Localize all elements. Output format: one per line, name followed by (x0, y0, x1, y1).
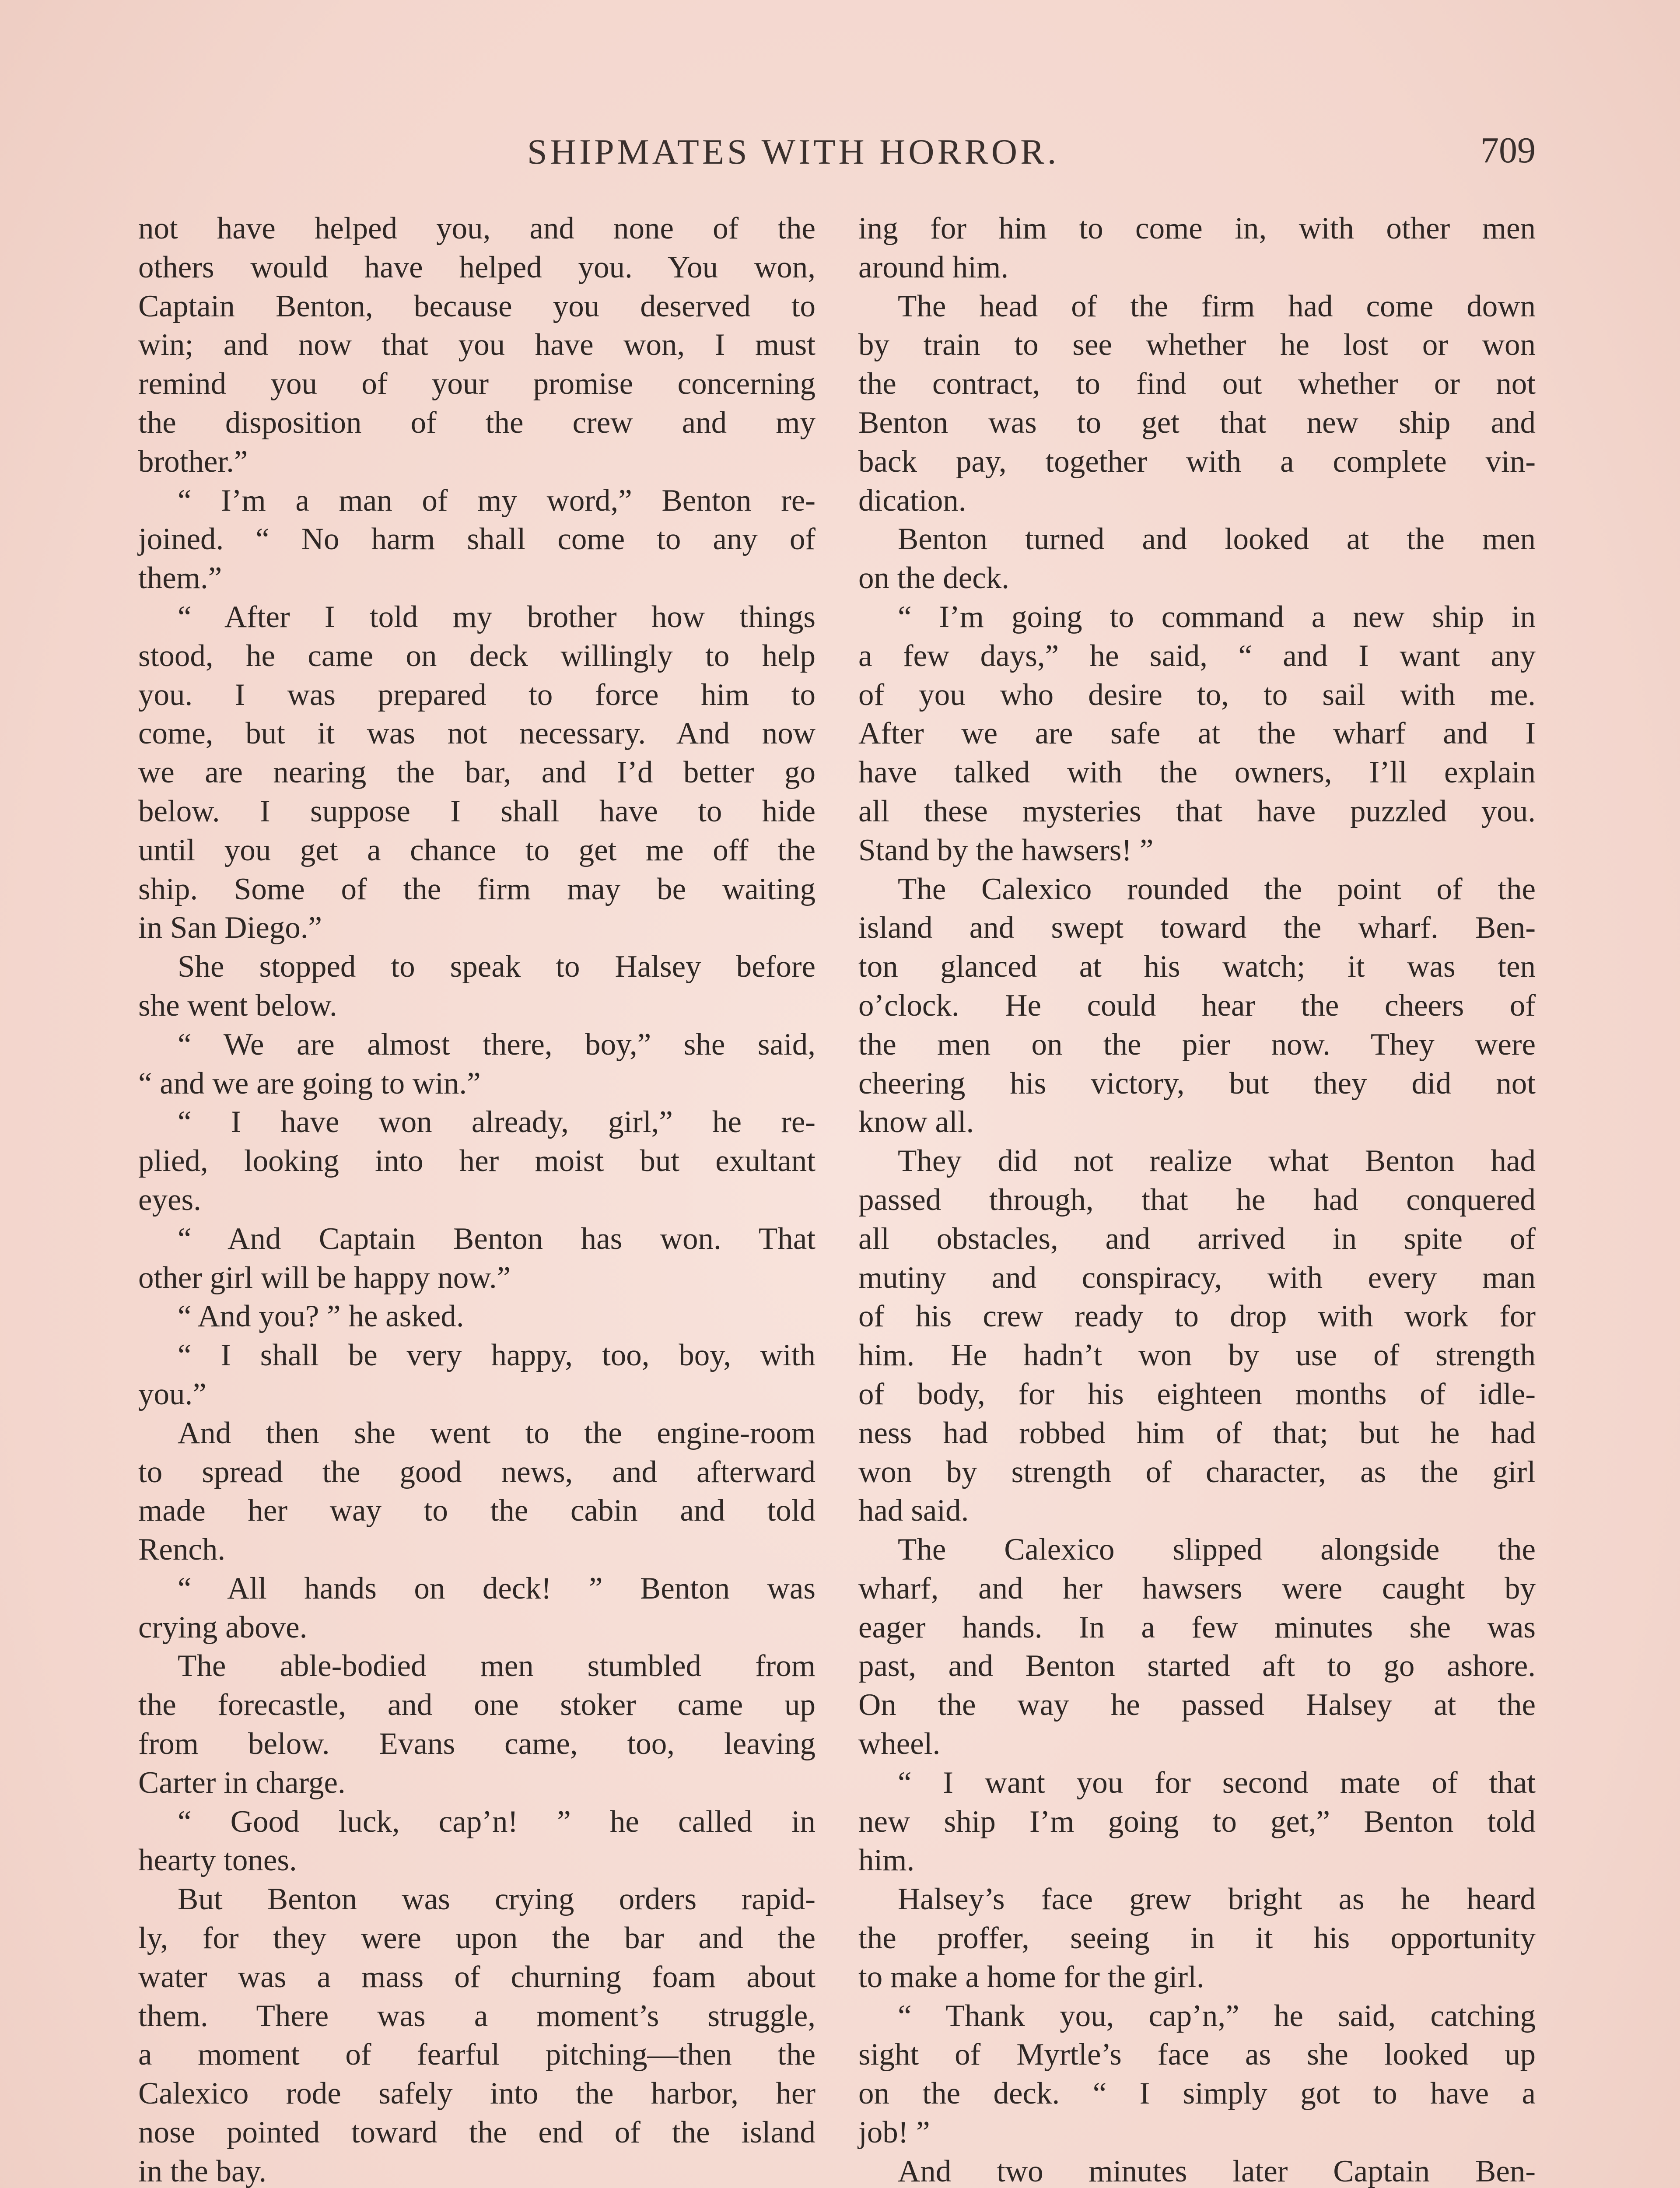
text-line: by train to see whether he lost or won (858, 328, 1536, 362)
text-line: job! ” (858, 2115, 930, 2150)
text-line: dication. (858, 483, 966, 518)
text-line: They did not realize what Benton had (898, 1144, 1536, 1178)
text-line: “ And you? ” he asked. (178, 1299, 464, 1334)
text-line: in the bay. (138, 2154, 267, 2188)
text-line: ship. Some of the firm may be waiting (138, 872, 816, 906)
text-line: sight of Myrtle’s face as she looked up (858, 2037, 1536, 2072)
text-line: the men on the pier now. They were (858, 1027, 1536, 1062)
text-line: from below. Evans came, too, leaving (138, 1727, 816, 1761)
text-line: on the deck. “ I simply got to have a (858, 2076, 1536, 2111)
text-line: wheel. (858, 1727, 941, 1761)
text-line: in San Diego.” (138, 911, 322, 945)
text-line: not have helped you, and none of the (138, 211, 816, 245)
text-line: “ I’m going to command a new ship in (898, 600, 1536, 634)
text-line: Calexico rode safely into the harbor, her (138, 2076, 816, 2111)
page-number: 709 (1480, 130, 1536, 171)
text-line: come, but it was not necessary. And now (138, 716, 816, 751)
text-line: have talked with the owners, I’ll explain (858, 755, 1536, 790)
text-line: “ Good luck, cap’n! ” he called in (178, 1804, 816, 1839)
text-line: passed through, that he had conquered (858, 1182, 1536, 1217)
text-line: “ All hands on deck! ” Benton was (178, 1571, 816, 1606)
text-line: “ After I told my brother how things (178, 600, 816, 634)
text-line: the proffer, seeing in it his opportunity (858, 1921, 1536, 1956)
text-line: other girl will be happy now.” (138, 1260, 511, 1295)
text-line: The Calexico rounded the point of the (898, 872, 1536, 906)
text-line: the forecastle, and one stoker came up (138, 1688, 816, 1722)
text-line: them.” (138, 561, 222, 596)
text-line: she went below. (138, 988, 337, 1023)
text-line: ly, for they were upon the bar and the (138, 1921, 816, 1956)
text-line: crying above. (138, 1610, 308, 1645)
text-line: And then she went to the engine-room (178, 1416, 816, 1450)
running-head: SHIPMATES WITH HORROR. (527, 132, 1060, 172)
text-line: island and swept toward the wharf. Ben- (858, 911, 1536, 945)
text-line: on the deck. (858, 561, 1010, 596)
text-line: to spread the good news, and afterward (138, 1455, 816, 1489)
text-line: Benton turned and looked at the men (898, 522, 1536, 557)
text-line: ing for him to come in, with other men (858, 211, 1536, 245)
text-line: Carter in charge. (138, 1765, 346, 1800)
text-line: won by strength of character, as the girl (858, 1455, 1536, 1489)
text-line: you. I was prepared to force him to (138, 677, 816, 712)
text-line: mutiny and conspiracy, with every man (858, 1260, 1536, 1295)
text-line: until you get a chance to get me off the (138, 833, 816, 867)
text-line: all obstacles, and arrived in spite of (858, 1221, 1536, 1256)
text-line: joined. “ No harm shall come to any of (138, 522, 816, 557)
text-line: win; and now that you have won, I must (138, 328, 816, 362)
text-line: past, and Benton started aft to go ashore. (858, 1649, 1536, 1683)
text-line: the disposition of the crew and my (138, 405, 816, 440)
text-line: back pay, together with a complete vin- (858, 444, 1536, 479)
text-line: of you who desire to, to sail with me. (858, 677, 1536, 712)
text-line: wharf, and her hawsers were caught by (858, 1571, 1536, 1606)
text-line: to make a home for the girl. (858, 1960, 1204, 1994)
text-line: remind you of your promise concerning (138, 367, 816, 401)
text-line: “ I’m a man of my word,” Benton re- (178, 483, 816, 518)
text-line: “ We are almost there, boy,” she said, (178, 1027, 816, 1062)
text-line: water was a mass of churning foam about (138, 1960, 816, 1994)
text-line: him. (858, 1843, 915, 1878)
text-line: “ I have won already, girl,” he re- (178, 1105, 816, 1140)
text-line: know all. (858, 1105, 974, 1140)
text-line: And two minutes later Captain Ben- (898, 2154, 1536, 2188)
text-line: stood, he came on deck willingly to help (138, 638, 816, 673)
text-line: them. There was a moment’s struggle, (138, 1999, 816, 2033)
text-line: of body, for his eighteen months of idle- (858, 1377, 1536, 1411)
text-line: The Calexico slipped alongside the (898, 1532, 1536, 1567)
text-line: cheering his victory, but they did not (858, 1066, 1536, 1101)
text-line: The head of the firm had come down (898, 289, 1536, 323)
text-line: “ I shall be very happy, too, boy, with (178, 1338, 816, 1373)
text-line: we are nearing the bar, and I’d better go (138, 755, 816, 790)
text-line: The able-bodied men stumbled from (178, 1649, 816, 1683)
text-line: had said. (858, 1494, 969, 1528)
text-line: a moment of fearful pitching—then the (138, 2037, 816, 2072)
text-line: you.” (138, 1377, 206, 1411)
text-line: brother.” (138, 444, 248, 479)
text-line: below. I suppose I shall have to hide (138, 794, 816, 828)
text-line: nose pointed toward the end of the island (138, 2115, 816, 2150)
text-line: hearty tones. (138, 1843, 297, 1878)
text-line: Captain Benton, because you deserved to (138, 289, 816, 323)
text-line: Benton was to get that new ship and (858, 405, 1536, 440)
text-line: of his crew ready to drop with work for (858, 1299, 1536, 1334)
text-column-left (138, 209, 816, 2188)
text-line: all these mysteries that have puzzled you. (858, 794, 1536, 828)
text-line: plied, looking into her moist but exultant (138, 1144, 816, 1178)
text-line: eager hands. In a few minutes she was (858, 1610, 1536, 1645)
text-line: the contract, to find out whether or not (858, 367, 1536, 401)
text-line: “ Thank you, cap’n,” he said, catching (898, 1999, 1536, 2033)
text-line: She stopped to speak to Halsey before (178, 950, 816, 984)
text-line: After we are safe at the wharf and I (858, 716, 1536, 751)
text-line: “ I want you for second mate of that (898, 1765, 1536, 1800)
text-line: “ And Captain Benton has won. That (178, 1221, 816, 1256)
text-line: Stand by the hawsers! ” (858, 833, 1154, 867)
text-line: around him. (858, 250, 1009, 284)
text-line: “ and we are going to win.” (138, 1066, 481, 1101)
text-line: ness had robbed him of that; but he had (858, 1416, 1536, 1450)
text-line: him. He hadn’t won by use of strength (858, 1338, 1536, 1373)
text-line: made her way to the cabin and told (138, 1494, 816, 1528)
text-line: eyes. (138, 1182, 201, 1217)
text-line: ton glanced at his watch; it was ten (858, 950, 1536, 984)
text-line: But Benton was crying orders rapid- (178, 1882, 816, 1917)
text-line: o’clock. He could hear the cheers of (858, 988, 1536, 1023)
text-line: others would have helped you. You won, (138, 250, 816, 284)
text-line: new ship I’m going to get,” Benton told (858, 1804, 1536, 1839)
text-column-right (858, 209, 1536, 2188)
text-line: Rench. (138, 1532, 226, 1567)
text-line: Halsey’s face grew bright as he heard (898, 1882, 1536, 1917)
text-line: a few days,” he said, “ and I want any (858, 638, 1536, 673)
text-line: On the way he passed Halsey at the (858, 1688, 1536, 1722)
